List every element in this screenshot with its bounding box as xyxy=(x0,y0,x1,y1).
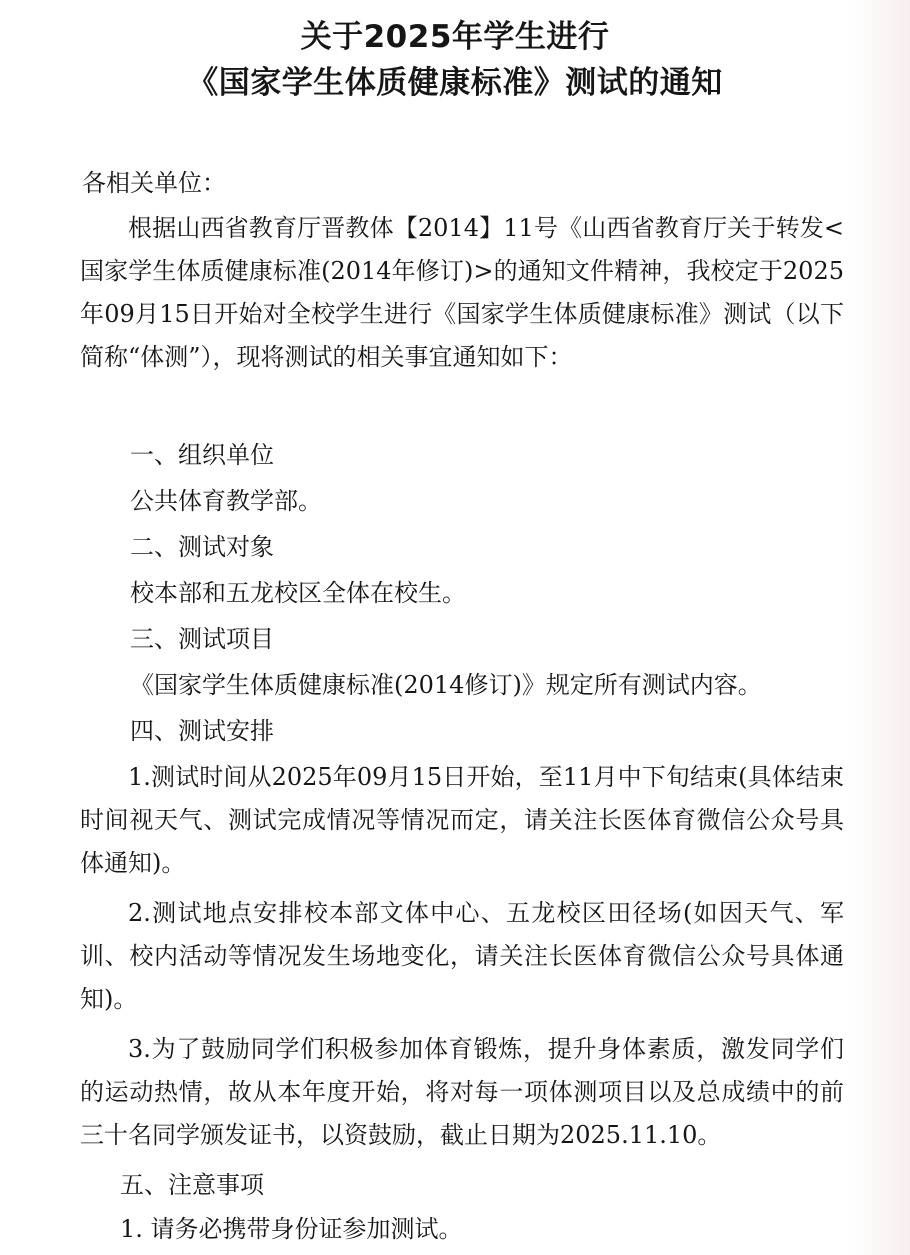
notice-title-line-1: 关于2025年学生进行 xyxy=(300,19,610,55)
section-heading-arrangements: 四、测试安排 xyxy=(130,717,274,745)
section-body-items: 《国家学生体质健康标准(2014修订)》规定所有测试内容。 xyxy=(130,671,762,699)
section-heading-organizer: 一、组织单位 xyxy=(130,441,274,469)
section-heading-subjects: 二、测试对象 xyxy=(130,533,274,561)
intro-paragraph: 根据山西省教育厅晋教体【2014】11号《山西省教育厅关于转发<国家学生体质健康标准(2014年修订)>的通知文件精神，我校定于2025年09月15日开始对全校学生进行《国家学生体质健康标准》测试（以下简称“体测”），现将测试的相关事宜通知如下： xyxy=(80,214,844,371)
section-heading-items: 三、测试项目 xyxy=(130,625,274,653)
arrangement-item-time: 1.测试时间从2025年09月15日开始，至11月中下旬结束(具体结束时间视天气、测试完成情况等情况而定，请关注长医体育微信公众号具体通知)。 xyxy=(80,763,844,877)
arrangement-item-location: 2.测试地点安排校本部文体中心、五龙校区田径场(如因天气、军训、校内活动等情况发生场地变化，请关注长医体育微信公众号具体通知)。 xyxy=(80,899,844,1013)
section-body-organizer: 公共体育教学部。 xyxy=(130,487,322,515)
salutation: 各相关单位： xyxy=(82,169,226,197)
notice-title-line-2: 《国家学生体质健康标准》测试的通知 xyxy=(187,65,723,101)
section-body-subjects: 校本部和五龙校区全体在校生。 xyxy=(130,579,466,607)
section-heading-notes: 五、注意事项 xyxy=(120,1171,264,1199)
arrangement-item-award: 3.为了鼓励同学们积极参加体育锻炼，提升身体素质，激发同学们的运动热情，故从本年度开始，将对每一项体测项目以及总成绩中的前三十名同学颁发证书，以资鼓励，截止日期为2025.11.10。 xyxy=(80,1035,844,1149)
note-item-id-card: 1. 请务必携带身份证参加测试。 xyxy=(120,1215,463,1243)
